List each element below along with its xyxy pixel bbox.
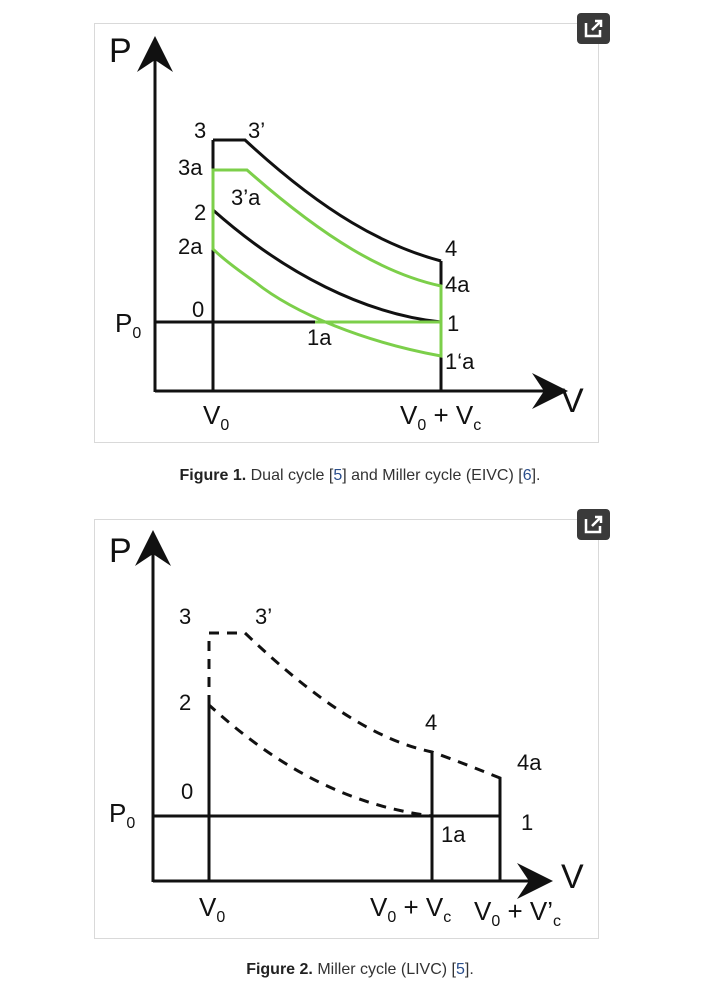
expand-figure-1-button[interactable] (577, 13, 610, 44)
figure-2 (94, 519, 599, 939)
figure-2-caption: Figure 2. Miller cycle (LIVC) [5]. (246, 961, 474, 978)
figure-1-caption-label: Figure 1. (179, 467, 247, 484)
figure-2-caption-label: Figure 2. (246, 961, 313, 978)
figure-1 (94, 23, 599, 443)
x-axis-label: V (561, 858, 584, 896)
point-3-prime: 3’ (248, 118, 266, 143)
p0-label: $P_0$ (115, 308, 142, 342)
point-1a: 1a (441, 822, 466, 847)
point-4: 4 (445, 236, 458, 261)
expand-figure-2-button[interactable] (577, 509, 610, 540)
point-4a: 4a (517, 750, 542, 775)
v0-tick-label: $V_0$ (199, 892, 226, 926)
point-2a: 2a (178, 234, 203, 259)
point-1: 1 (447, 311, 460, 336)
point-3a: 3a (178, 155, 203, 180)
point-0: 0 (181, 779, 194, 804)
v0-tick-label: $V_0$ (203, 400, 230, 434)
point-3-prime-a: 3’a (231, 185, 261, 210)
x-axis-label: V (561, 382, 584, 420)
point-2: 2 (194, 200, 207, 225)
figure-1-caption: Figure 1. Dual cycle [5] and Miller cycle (EIVC) [6]. (179, 467, 541, 484)
y-axis-label: P (109, 32, 132, 70)
figure-2-diagram (95, 520, 600, 940)
ref-link-5[interactable]: 5 (333, 467, 343, 484)
dual-cycle-compression (213, 210, 441, 322)
v0-vc-tick-label: $V_0 + V_c$ (400, 400, 482, 434)
point-4a: 4a (445, 272, 470, 297)
point-3: 3 (194, 118, 207, 143)
expand-icon (577, 509, 610, 540)
ref-link-6[interactable]: 6 (522, 467, 532, 484)
point-3: 3 (179, 604, 192, 629)
v0-vc-tick-label: $V_0 + V_c$ (370, 892, 452, 926)
ref-link-5[interactable]: 5 (456, 961, 465, 978)
y-axis-label: P (109, 532, 132, 570)
figure-1-diagram (95, 24, 600, 444)
point-0: 0 (192, 297, 205, 322)
point-1-prime-a: 1‘a (445, 349, 475, 374)
miller-cycle-dashed (209, 633, 500, 816)
p0-label: $P_0$ (109, 798, 136, 832)
point-1a: 1a (307, 325, 332, 350)
expand-icon (577, 13, 610, 44)
point-2: 2 (179, 690, 192, 715)
point-1: 1 (521, 810, 534, 835)
point-3-prime: 3’ (255, 604, 273, 629)
v0-vc-prime-tick-label: $V_0$ + $V’_c$ (474, 896, 561, 930)
point-4: 4 (425, 710, 438, 735)
